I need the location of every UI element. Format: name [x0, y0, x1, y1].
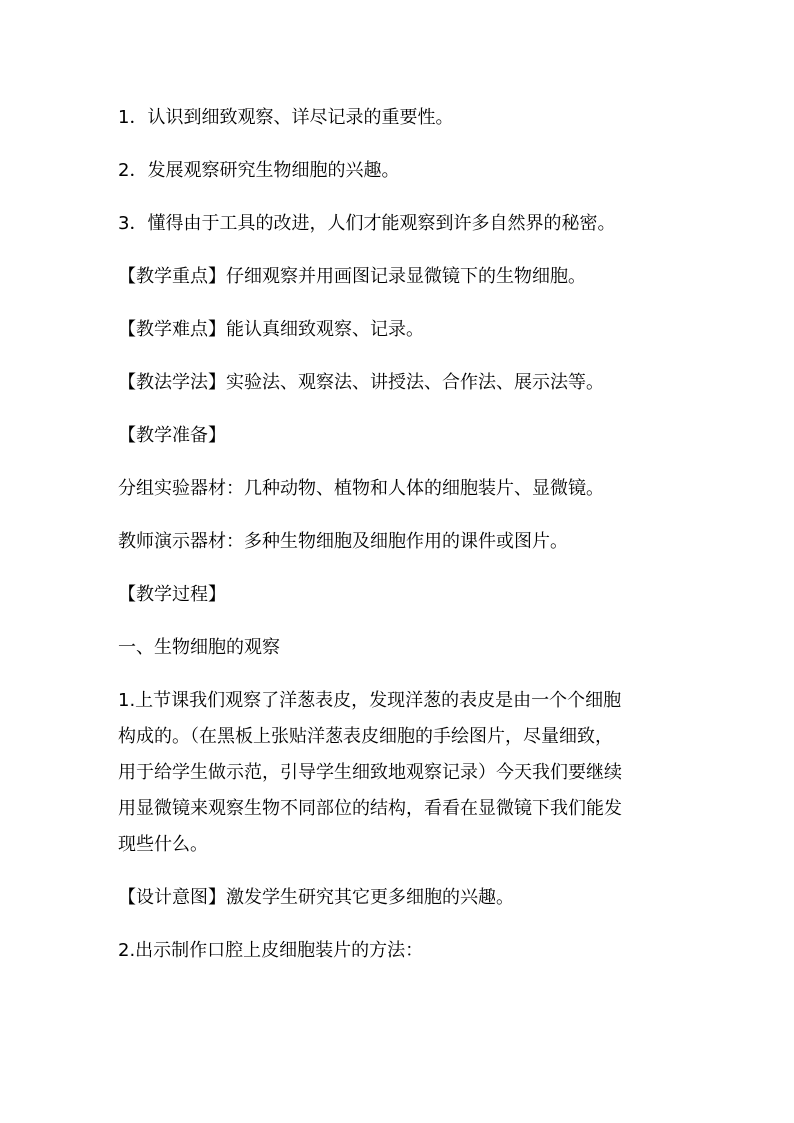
goal-2: 2．发展观察研究生物细胞的兴趣。: [118, 160, 400, 181]
difficulty: 【教学难点】能认真细致观察、记录。: [118, 319, 424, 340]
key-point: 【教学重点】仔细观察并用画图记录显微镜下的生物细胞。: [118, 266, 586, 287]
step-one-line: 用显微镜来观察生物不同部位的结构，看看在显微镜下我们能发: [118, 798, 622, 819]
teacher-materials: 教师演示器材：多种生物细胞及细胞作用的课件或图片。: [118, 531, 568, 552]
step-one-line: 构成的。（在黑板上张贴洋葱表皮细胞的手绘图片，尽量细致，: [118, 726, 613, 747]
group-materials: 分组实验器材：几种动物、植物和人体的细胞装片、显微镜。: [118, 478, 604, 499]
preparation-heading: 【教学准备】: [118, 425, 226, 446]
step-one-line: 1.上节课我们观察了洋葱表皮，发现洋葱的表皮是由一个个细胞: [118, 690, 622, 711]
goal-3: 3．懂得由于工具的改进，人们才能观察到许多自然界的秘密。: [118, 213, 616, 234]
document-page: [118, 100, 678, 986]
step-one-paragraph: [118, 683, 678, 863]
process-heading: 【教学过程】: [118, 584, 226, 605]
step-one-line: 现些什么。: [118, 834, 208, 855]
design-intent: 【设计意图】激发学生研究其它更多细胞的兴趣。: [118, 887, 514, 908]
teaching-methods: 【教法学法】实验法、观察法、讲授法、合作法、展示法等。: [118, 372, 604, 393]
step-one-line: 用于给学生做示范，引导学生细致地观察记录）今天我们要继续: [118, 762, 622, 783]
goal-1: 1．认识到细致观察、详尽记录的重要性。: [118, 107, 454, 128]
section-one-heading: 一、生物细胞的观察: [118, 637, 280, 658]
step-two: 2.出示制作口腔上皮细胞装片的方法：: [118, 940, 424, 961]
